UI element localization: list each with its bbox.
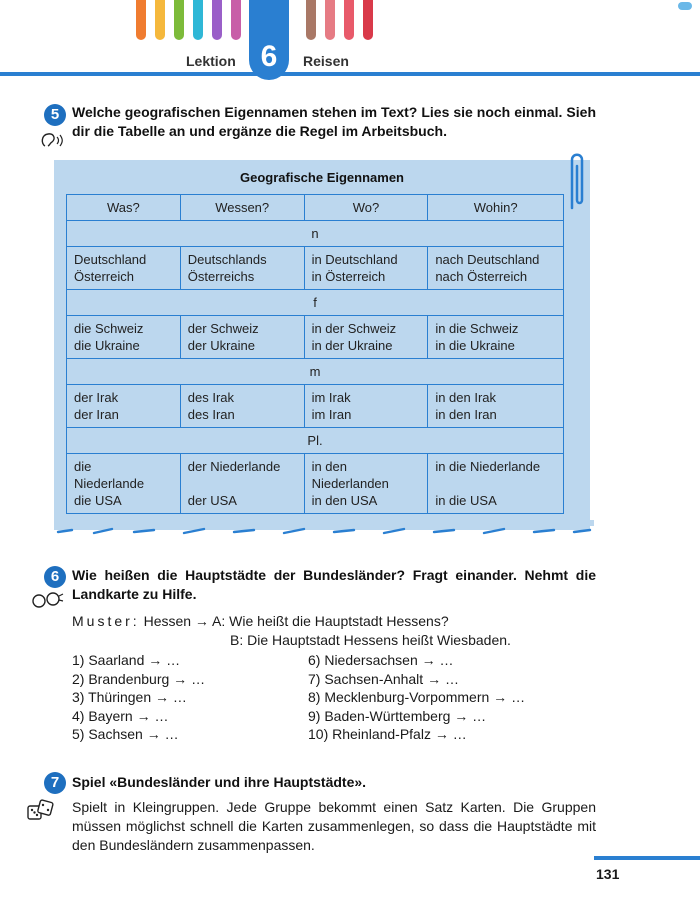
table-cell: in Deutschland in Österreich <box>304 247 428 290</box>
topic-label: Reisen <box>303 53 349 69</box>
header-stripes <box>0 0 700 50</box>
task7-instruction: Spielt in Kleingruppen. Jede Gruppe bekommt einen Satz Karten. Die Gruppen müssen möglichst schnell die Karten zusammenlegen, so dass die Hauptstädte mit den Bundesländern zusammenpassen. <box>72 799 596 853</box>
color-stripe <box>174 0 184 40</box>
two-speakers-icon <box>30 590 64 610</box>
gender-label: m <box>67 359 564 385</box>
list-item: 9) Baden-Württemberg → … <box>308 707 487 724</box>
listening-ear-icon <box>38 130 64 150</box>
color-stripe <box>231 0 241 40</box>
task-number-badge: 6 <box>44 566 66 588</box>
table-cell: die Niederlande die USA <box>67 454 181 514</box>
gender-row <box>67 221 564 247</box>
table-cell: in den Irak in den Iran <box>428 385 564 428</box>
table-row <box>67 247 564 290</box>
column-header: Wo? <box>304 195 428 221</box>
example-a <box>72 612 449 631</box>
list-item: 3) Thüringen → … <box>72 689 187 705</box>
table-cell: in die Niederlande in die USA <box>428 454 564 514</box>
table-cell: in der Schweiz in der Ukraine <box>304 316 428 359</box>
dice-icon <box>26 798 56 822</box>
list-item: 10) Rheinland-Pfalz → … <box>308 726 467 742</box>
list-item: 2) Brandenburg → … <box>72 670 206 687</box>
table-row <box>67 385 564 428</box>
publisher-logo-icon <box>678 2 692 10</box>
color-stripe <box>325 0 335 40</box>
header-rule <box>0 72 700 76</box>
table-cell: der Irak der Iran <box>67 385 181 428</box>
task-number-badge: 7 <box>44 772 66 794</box>
color-stripe <box>193 0 203 40</box>
color-stripe <box>155 0 165 40</box>
gender-row <box>67 290 564 316</box>
card-torn-edge <box>54 520 594 536</box>
list-item: 8) Mecklenburg-Vorpommern → … <box>308 689 526 705</box>
color-stripe <box>363 0 373 40</box>
task6-instruction: Wie heißen die Hauptstädte der Bundesländer? Fragt einander. Nehmt die Landkarte zu Hilfe. <box>72 567 596 602</box>
color-stripe <box>306 0 316 40</box>
column-header: Was? <box>67 195 181 221</box>
table-cell: der Schweiz der Ukraine <box>180 316 304 359</box>
gender-label: Pl. <box>67 428 564 454</box>
task5-instruction: Welche geografischen Eigennamen stehen im Text? Lies sie noch einmal. Sieh dir die Tabelle an und ergänze die Regel im Arbeitsbuch. <box>72 104 596 139</box>
table-cell: des Irak des Iran <box>180 385 304 428</box>
example-a-text: Hessen → A: Wie heißt die Hauptstadt Hessens? <box>143 613 449 629</box>
list-item: 7) Sachsen-Anhalt → … <box>308 670 459 687</box>
color-stripe <box>212 0 222 40</box>
list-item: 1) Saarland → … <box>72 652 181 668</box>
table-cell: in den Niederlanden in den USA <box>304 454 428 514</box>
task-number-badge: 5 <box>44 104 66 126</box>
table-cell: in die Schweiz in die Ukraine <box>428 316 564 359</box>
gender-row <box>67 359 564 385</box>
gender-label: f <box>67 290 564 316</box>
list-item: 6) Niedersachsen → … <box>308 652 454 668</box>
gender-row <box>67 428 564 454</box>
geographic-names-table <box>66 194 564 514</box>
gender-label: n <box>67 221 564 247</box>
lektion-label: Lektion <box>186 53 236 69</box>
table-cell: die Schweiz die Ukraine <box>67 316 181 359</box>
table-cell: der Niederlande der USA <box>180 454 304 514</box>
table-cell: Deutschlands Österreichs <box>180 247 304 290</box>
task7-title: Spiel «Bundesländer und ihre Hauptstädte». <box>72 774 367 790</box>
footer-rule <box>594 856 700 860</box>
lesson-number: 6 <box>260 40 278 73</box>
color-stripe <box>344 0 354 40</box>
table-header-row <box>67 195 564 221</box>
table-title: Geografische Eigennamen <box>240 170 404 185</box>
column-header: Wohin? <box>428 195 564 221</box>
muster-label: Muster: <box>72 613 140 629</box>
table-cell: im Irak im Iran <box>304 385 428 428</box>
states-list-left <box>72 651 205 744</box>
table-row <box>67 316 564 359</box>
column-header: Wessen? <box>180 195 304 221</box>
list-item: 5) Sachsen → … <box>72 726 179 742</box>
example-b: B: Die Hauptstadt Hessens heißt Wiesbaden. <box>230 632 511 648</box>
table-cell: nach Deutschland nach Österreich <box>428 247 564 290</box>
states-list-right <box>308 651 525 744</box>
list-item: 4) Bayern → … <box>72 707 169 724</box>
page-number: 131 <box>596 866 620 882</box>
table-cell: Deutschland Österreich <box>67 247 181 290</box>
color-stripe <box>136 0 146 40</box>
table-row <box>67 454 564 514</box>
